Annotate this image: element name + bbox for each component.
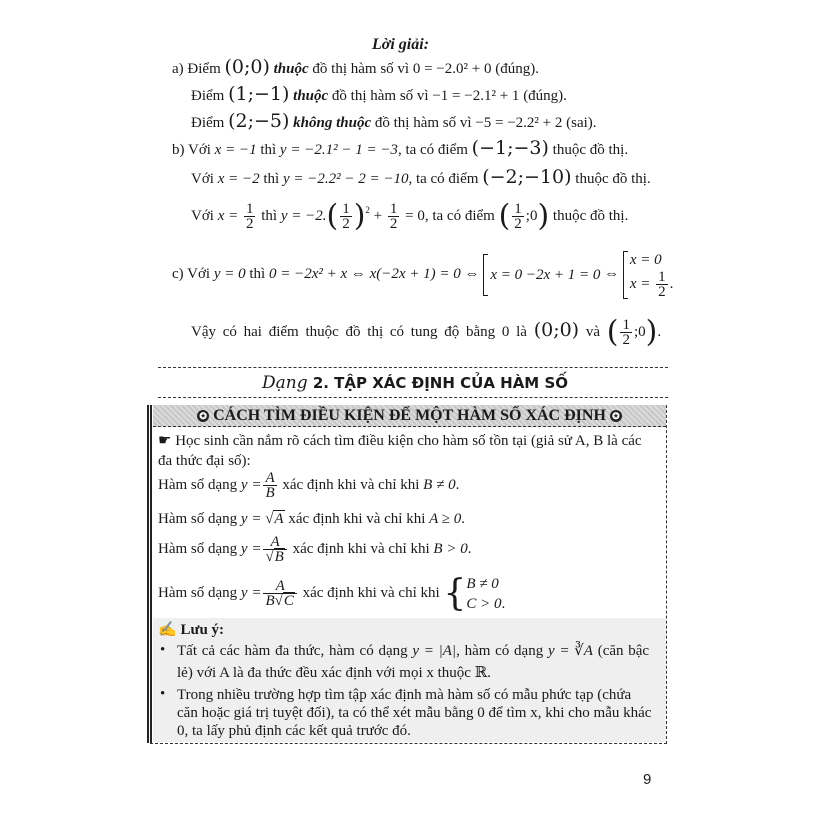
equation: −1 = −2.1² + 1 [432,88,520,104]
part-c-conclusion: Vậy có hai điểm thuộc đồ thị có tung độ bằng 0 là (0;0) và ( $\frac{1}{2}$ ;0). [191,314,662,350]
point: (−1;−3) [471,137,549,159]
star-icon: ✪ [197,410,209,422]
part-a-line-2: Điểm (1;−1) thuộc đồ thị hàm số vì −1 = −2.1² + 1 (đúng). [191,83,567,105]
bullet-icon: • [160,642,166,658]
case-stack-2: x = 0 x = $\frac{1}{2}$ . [629,252,674,300]
brace: { [443,572,467,614]
rule-1: Hàm số dạng y = $\frac{A}{B}$ xác định khi và chỉ khi B ≠ 0. [158,470,460,502]
star-icon: ✪ [610,410,622,422]
divider-bottom [158,397,668,398]
equation: 0 = −2.0² + 0 [412,61,492,77]
case-bracket [623,251,628,299]
case-stack-1: x = 0 −2x + 1 = 0 [490,266,601,283]
page-number: 9 [643,771,652,788]
part-b-line-2: Với x = −2 thì y = −2.2² − 2 = −10, ta có điểm (−2;−10) thuộc đồ thị. [191,166,651,188]
fraction-half: $\frac{1}{2}$ [245,201,254,233]
part-b-line-1: b) Với x = −1 thì y = −2.1² − 1 = −3, ta có điểm (−1;−3) thuộc đồ thị. [172,137,629,159]
box-intro-2: đa thức đại số): [158,453,251,469]
solution-title: Lời giải: [372,36,430,53]
point: (0;0) [224,56,270,78]
part-b-line-3: Với x = $\frac{1}{2}$ thì y = −2.( $\frac{1}{2}$ )$^2$ + $\frac{1}{2}$ = 0, ta có điểm ( $\frac{1}{2}$ ;0) thuộc đồ thị. [191,198,629,234]
box-intro: ☛ Học sinh cần nắm rõ cách tìm điều kiện cho hàm số tồn tại (giả sử A, B là các [158,433,642,449]
note-bullet-2-line-1: Trong nhiều trường hợp tìm tập xác định mà hàm số có mẫu phức tạp (chứa [177,687,632,703]
rule-2: Hàm số dạng y = √A xác định khi và chỉ khi A ≥ 0. [158,511,466,527]
part-a-line-3: Điểm (2;−5) không thuộc đồ thị hàm số vì −5 = −2.2² + 2 (sai). [191,110,597,132]
note-bullet-2-line-2: căn hoặc giá trị tuyệt đối), ta có thể xét mẫu bằng 0 để tìm x, khi cho mẫu khác [177,705,652,721]
note-bullet-2-line-3: 0, ta lấy phủ định các kết quả trước đó. [177,723,411,739]
point: (−2;−10) [482,166,572,188]
bullet-icon: • [160,686,166,702]
point: (1;−1) [228,83,290,105]
rule-4: Hàm số dạng y = $\frac{A}{B√C}$ xác định khi và chỉ khi {B ≠ 0 C > 0. [158,572,506,614]
pointing-hand-icon: ☛ [158,433,172,449]
equation: −5 = −2.2² + 2 [475,115,563,131]
note-title: ✍ Lưu ý: [158,622,225,638]
section-heading: Dạng 2. TẬP XÁC ĐỊNH CỦA HÀM SỐ [261,373,569,393]
part-c-line-1: c) Với y = 0 thì 0 = −2x² + x ⇔ x(−2x + 1) = 0 ⇔ x = 0 −2x + 1 = 0 ⇔ x = 0 x = $\frac{1}{2}$ . [172,252,674,300]
note-bullet-1-line-2: lẻ) với A là đa thức đều xác định với mọi x thuộc ℝ. [177,665,491,681]
info-box-title: ✪ CÁCH TÌM ĐIỀU KIỆN ĐỂ MỘT HÀM SỐ XÁC ĐỊNH ✪ [153,405,666,427]
case-bracket [483,254,488,296]
part-a-line-1: a) Điểm (0;0) thuộc đồ thị hàm số vì 0 = −2.0² + 0 (đúng). [172,56,539,78]
pencil-hand-icon: ✍ [158,622,177,638]
divider-top [158,367,668,368]
info-box-left-border [147,405,152,743]
note-bullet-1: Tất cả các hàm đa thức, hàm có dạng y = |A|, hàm có dạng y = ∛A (căn bậc [177,643,650,659]
point: (2;−5) [228,110,290,132]
rule-3: Hàm số dạng y = $\frac{A}{√B}$ xác định khi và chỉ khi B > 0. [158,534,472,566]
